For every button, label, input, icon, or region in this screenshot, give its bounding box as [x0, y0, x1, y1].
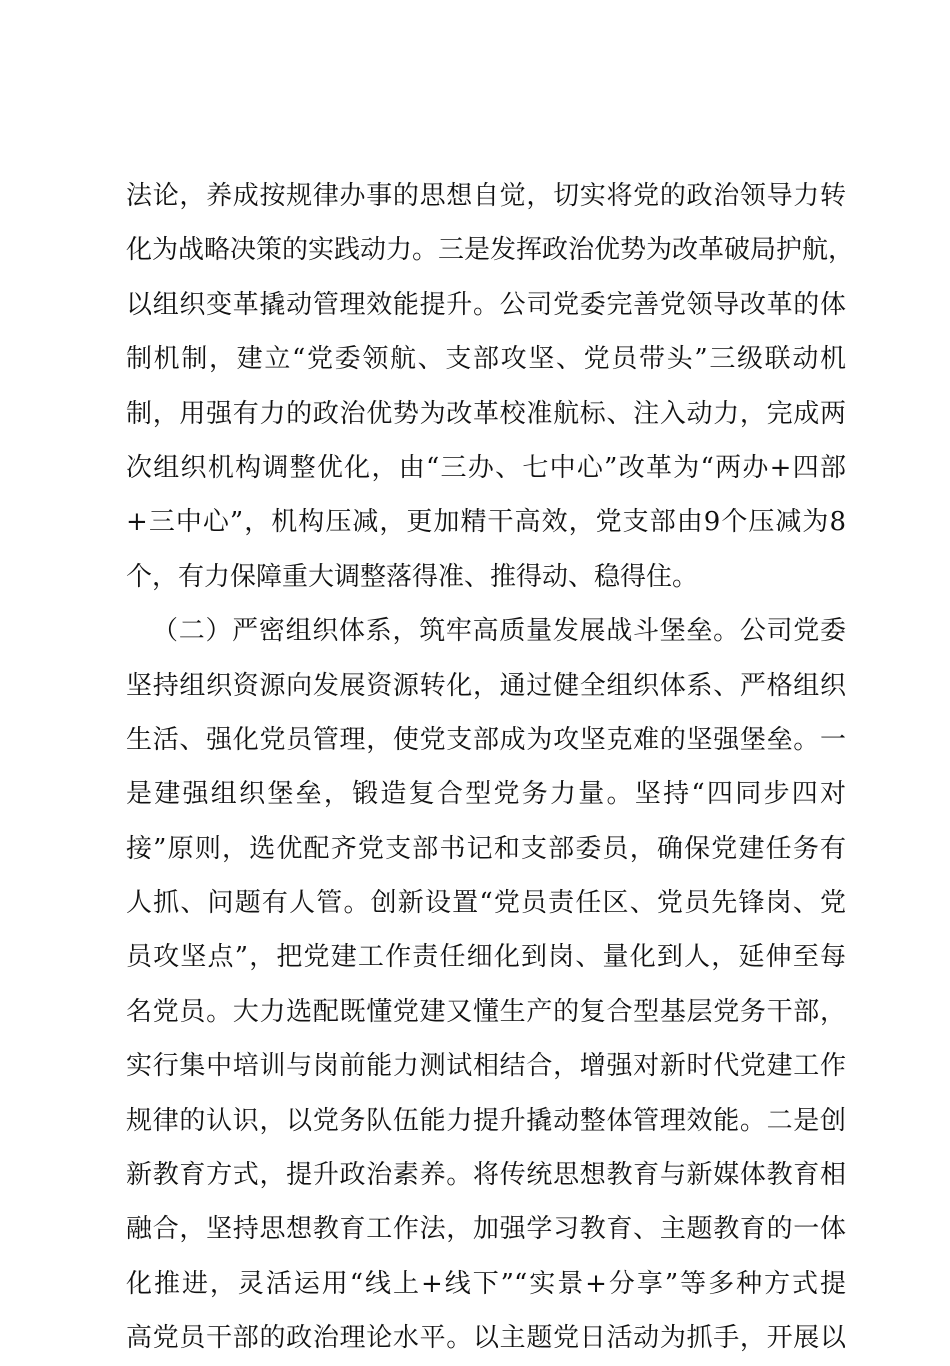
paragraph-2-line-8: 名党员。大力选配既懂党建又懂生产的复合型基层党务干部， — [126, 996, 846, 1027]
paragraph-1-line-7: +三中心”，机构压减，更加精干高效，党支部由9个压减为8 — [126, 507, 846, 538]
document-body — [126, 169, 855, 1366]
paragraph-1-line-2: 化为战略决策的实践动力。三是发挥政治优势为改革破局护航， — [126, 235, 855, 266]
paragraph-2-line-10: 规律的认识，以党务队伍能力提升撬动整体管理效能。二是创 — [126, 1105, 846, 1136]
paragraph-2-line-7: 员攻坚点”，把党建工作责任细化到岗、量化到人，延伸至每 — [126, 942, 846, 973]
paragraph-2-line-13: 化推进，灵活运用“线上+线下”“实景+分享”等多种方式提 — [126, 1268, 846, 1299]
paragraph-2-line-14: 高党员干部的政治理论水平。以主题党日活动为抓手，开展以 — [126, 1323, 846, 1354]
paragraph-1-line-5: 制，用强有力的政治优势为改革校准航标、注入动力，完成两 — [126, 398, 846, 429]
paragraph-2-line-3: 生活、强化党员管理，使党支部成为攻坚克难的坚强堡垒。一 — [126, 724, 846, 755]
paragraph-2-line-12: 融合，坚持思想教育工作法，加强学习教育、主题教育的一体 — [126, 1214, 846, 1245]
paragraph-2-line-9: 实行集中培训与岗前能力测试相结合，增强对新时代党建工作 — [126, 1051, 846, 1082]
paragraph-2-line-5: 接”原则，选优配齐党支部书记和支部委员，确保党建任务有 — [126, 833, 846, 864]
paragraph-2-line-1: （二）严密组织体系，筑牢高质量发展战斗堡垒。公司党委 — [152, 616, 846, 647]
paragraph-1-line-3: 以组织变革撬动管理效能提升。公司党委完善党领导改革的体 — [126, 289, 846, 320]
paragraph-2-line-4: 是建强组织堡垒，锻造复合型党务力量。坚持“四同步四对 — [126, 779, 846, 810]
paragraph-1-line-6: 次组织机构调整优化，由“三办、七中心”改革为“两办+四部 — [126, 452, 846, 483]
paragraph-1-line-8: 个，有力保障重大调整落得准、推得动、稳得住。 — [126, 561, 699, 592]
paragraph-2-line-11: 新教育方式，提升政治素养。将传统思想教育与新媒体教育相 — [126, 1160, 846, 1191]
paragraph-2-line-2: 坚持组织资源向发展资源转化，通过健全组织体系、严格组织 — [126, 670, 846, 701]
paragraph-1-line-4: 制机制，建立“党委领航、支部攻坚、党员带头”三级联动机 — [126, 344, 846, 375]
paragraph-1-line-1: 法论，养成按规律办事的思想自觉，切实将党的政治领导力转 — [126, 181, 846, 211]
paragraph-2-line-6: 人抓、问题有人管。创新设置“党员责任区、党员先锋岗、党 — [126, 888, 846, 919]
